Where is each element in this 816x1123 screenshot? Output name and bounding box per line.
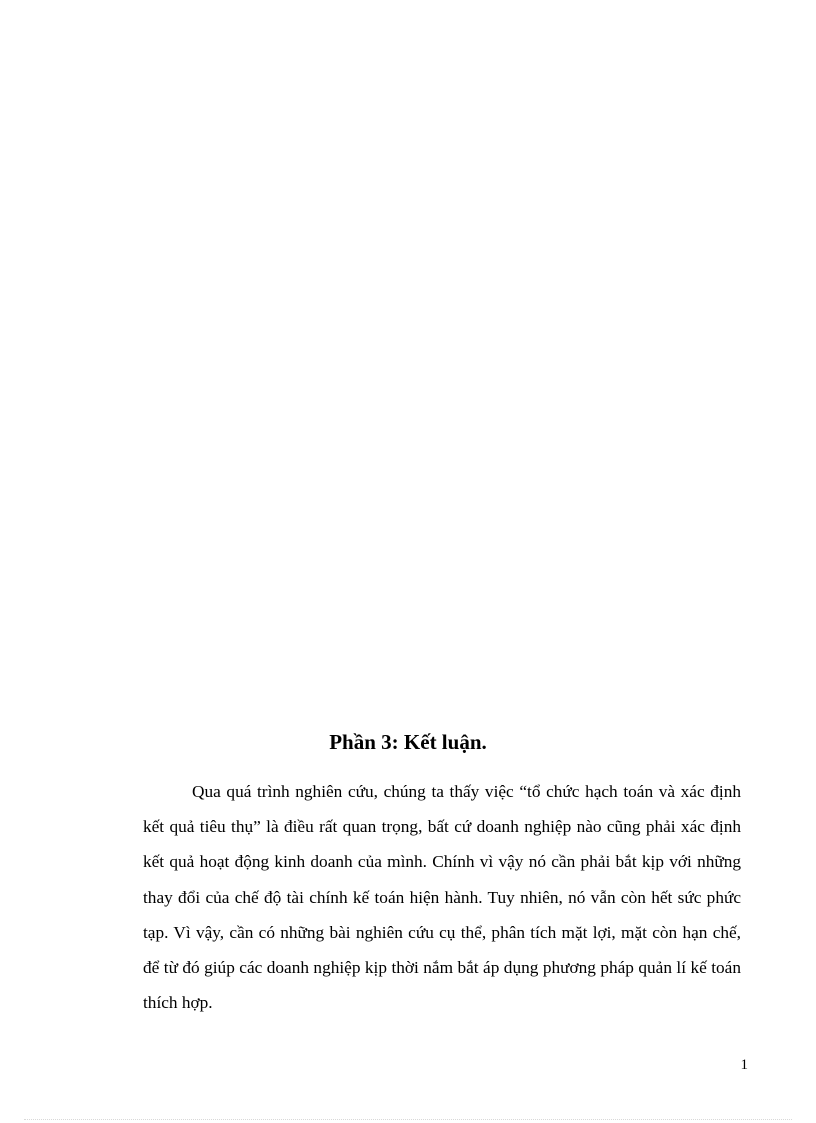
page-number: 1 — [740, 1057, 748, 1073]
section-heading: Phần 3: Kết luận. — [329, 730, 487, 754]
conclusion-paragraph: Qua quá trình nghiên cứu, chúng ta thấy việc “tổ chức hạch toán và xác định kết quả tiêu thụ” là điều rất quan trọng, bất cứ doanh nghiệp nào cũng phải xác định kết quả hoạt động kinh doanh của mình. Chính vì vậy nó cần phải bắt kịp với những thay đổi của chế độ tài chính kế toán hiện hành. Tuy nhiên, nó vẫn còn hết sức phức tạp. Vì vậy, cần có những bài nghiên cứu cụ thể, phân tích mặt lợi, mặt còn hạn chế, để từ đó giúp các doanh nghiệp kịp thời nắm bắt áp dụng phương pháp quản lí kế toán thích hợp. — [143, 782, 741, 1013]
page-bottom-divider — [24, 1119, 792, 1120]
